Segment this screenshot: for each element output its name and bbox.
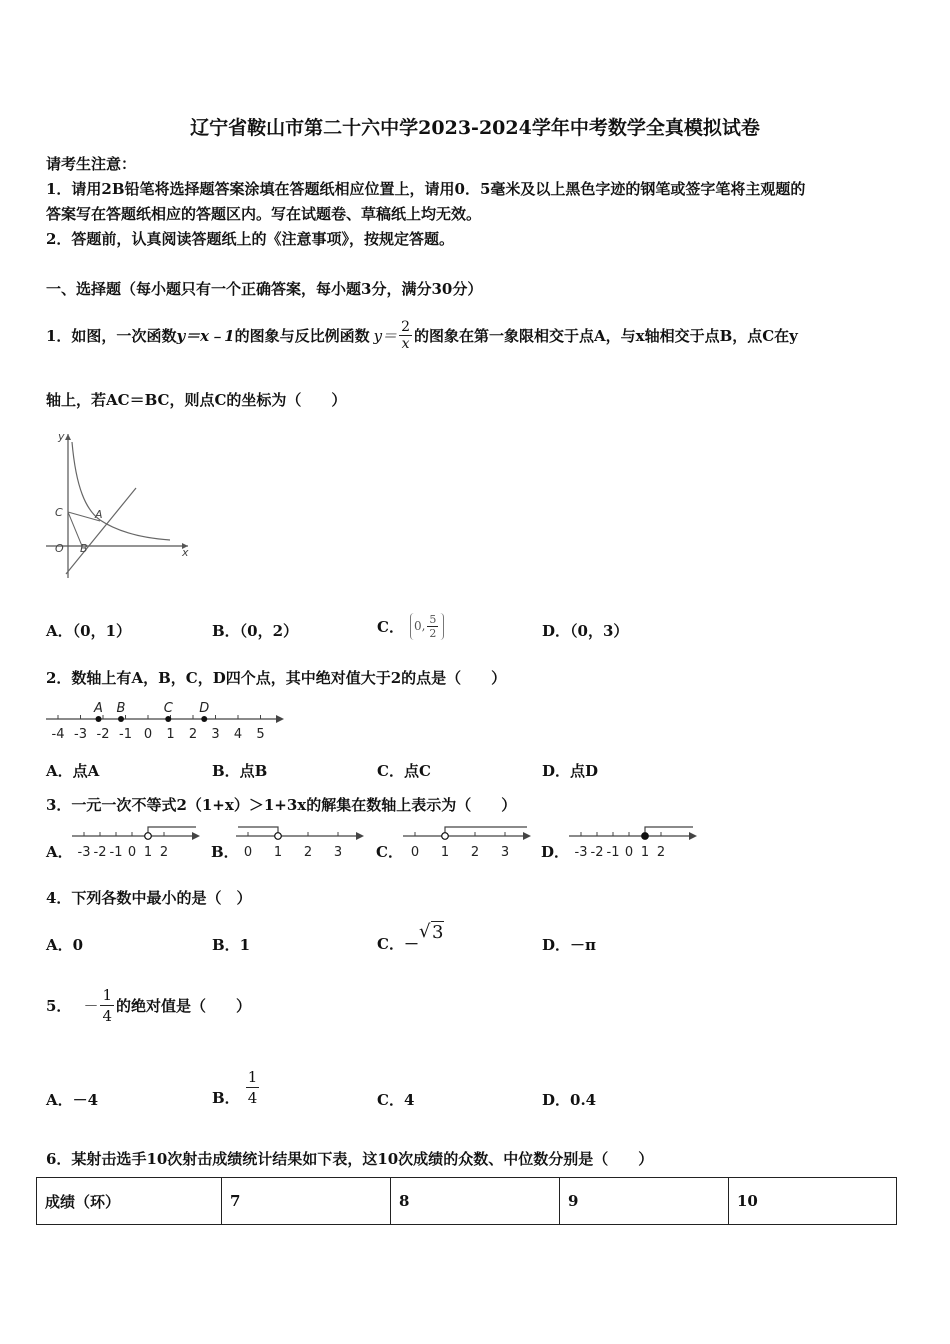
q3-tick-label: 1 bbox=[273, 845, 283, 860]
q1-fraction-denominator: x bbox=[401, 335, 410, 352]
q5-option-b-denominator: 4 bbox=[247, 1088, 258, 1107]
q1-fraction bbox=[399, 319, 412, 352]
q4-option-c[interactable] bbox=[377, 922, 444, 954]
q1-suffix: 的图象在第一象限相交于点A，与x轴相交于点B，点C在y bbox=[413, 326, 798, 345]
q4-sqrt bbox=[418, 921, 444, 944]
q1-option-c-denominator: 2 bbox=[429, 626, 437, 640]
q3-tick-label: -2 bbox=[590, 845, 604, 860]
q3-tick-label: 3 bbox=[333, 845, 343, 860]
y-axis-label: y bbox=[58, 430, 65, 443]
q1-option-c-coordinate bbox=[410, 613, 444, 640]
q3-tick-label: 0 bbox=[243, 845, 253, 860]
q3-solution-ray bbox=[445, 827, 527, 834]
q3-tick-label: -1 bbox=[109, 845, 123, 860]
q2-option-a[interactable]: A．点A bbox=[46, 762, 100, 780]
q3-endpoint bbox=[642, 833, 649, 840]
q2-tick-label: -3 bbox=[74, 727, 87, 742]
q2-tick-label: -2 bbox=[96, 727, 110, 742]
q3-solution-ray bbox=[645, 827, 693, 834]
q2-tick-label: -4 bbox=[51, 727, 65, 742]
q5-numerator: 1 bbox=[102, 985, 112, 1004]
score-table bbox=[36, 1177, 897, 1225]
notice-heading: 请考生注意： bbox=[46, 155, 137, 173]
q2-axis-arrow bbox=[276, 715, 284, 723]
q3-axis-arrow bbox=[689, 832, 697, 840]
q1-option-c-fraction bbox=[427, 613, 438, 640]
question-1-line-1 bbox=[46, 308, 798, 362]
q4-option-b[interactable]: B．1 bbox=[212, 936, 251, 954]
q1-frac-lhs: y＝ bbox=[373, 326, 398, 345]
q5-option-c[interactable]: C．4 bbox=[377, 1091, 415, 1109]
point-b-label: B bbox=[80, 542, 88, 555]
q3-tick-label: 2 bbox=[656, 845, 666, 860]
notice-line-2: 答案写在答题纸相应的答题区内。写在试题卷、草稿纸上均无效。 bbox=[46, 205, 482, 223]
point-a-label: A bbox=[95, 508, 103, 521]
x-axis-label: x bbox=[182, 546, 189, 559]
q5-option-b-label: B． bbox=[212, 1088, 240, 1107]
origin-label: O bbox=[55, 542, 64, 555]
question-3-text: 3．一元一次不等式2（1+x）＞1+3x的解集在数轴上表示为（ ） bbox=[46, 796, 517, 814]
q3-tick-label: 1 bbox=[440, 845, 450, 860]
q3-tick-label: -3 bbox=[77, 845, 91, 860]
q3-tick-label: 2 bbox=[470, 845, 480, 860]
q5-option-b-fraction bbox=[246, 1067, 260, 1108]
q3-tick-label: 0 bbox=[410, 845, 420, 860]
q2-tick-label: 2 bbox=[188, 727, 198, 742]
question-2-text: 2．数轴上有A，B，C，D四个点，其中绝对值大于2的点是（ ） bbox=[46, 669, 507, 687]
q3-tick-label: -1 bbox=[606, 845, 620, 860]
q3-axis-arrow bbox=[192, 832, 200, 840]
q4-radicand: 3 bbox=[431, 922, 444, 943]
q5-option-b[interactable] bbox=[212, 1060, 261, 1114]
radical-icon: √ bbox=[418, 921, 431, 942]
question-4-text: 4．下列各数中最小的是（ ） bbox=[46, 889, 252, 907]
q3-tick-label: 1 bbox=[143, 845, 153, 860]
q3-tick-label: 3 bbox=[500, 845, 510, 860]
q1-fraction-numerator: 2 bbox=[401, 318, 410, 335]
table-row bbox=[37, 1178, 897, 1225]
q4-option-c-label: C．－ bbox=[377, 935, 419, 953]
q3-tick-label: -2 bbox=[93, 845, 107, 860]
q2-point bbox=[201, 716, 207, 722]
q3-option-b-number-line[interactable] bbox=[234, 822, 368, 862]
q2-point-label: D bbox=[199, 701, 210, 716]
q5-sign: － bbox=[83, 996, 99, 1015]
q2-option-d[interactable]: D．点D bbox=[542, 762, 599, 780]
question-6-text: 6．某射击选手10次射击成绩统计结果如下表，这10次成绩的众数、中位数分别是（ ） bbox=[46, 1150, 654, 1168]
q2-option-b[interactable]: B．点B bbox=[212, 762, 268, 780]
q3-endpoint bbox=[275, 833, 282, 840]
q2-tick-label: 1 bbox=[166, 727, 175, 742]
q1-option-c-x: 0, bbox=[413, 619, 426, 633]
q2-point-label: C bbox=[163, 701, 173, 716]
q1-function-graph bbox=[42, 428, 194, 580]
q5-option-b-numerator: 1 bbox=[247, 1067, 258, 1086]
q1-mid: 的图象与反比例函数 bbox=[234, 326, 370, 345]
q3-option-d-number-line[interactable] bbox=[567, 822, 701, 862]
q2-point-label: A bbox=[94, 701, 103, 716]
q1-prefix: 1．如图，一次函数 bbox=[46, 326, 177, 345]
q1-option-a[interactable]: A．（0，1） bbox=[46, 622, 132, 640]
q3-tick-label: 2 bbox=[159, 845, 169, 860]
q3-tick-label: -3 bbox=[574, 845, 588, 860]
q3-endpoint bbox=[442, 833, 449, 840]
q4-option-d[interactable]: D．－π bbox=[542, 936, 596, 954]
q3-tick-label: 2 bbox=[303, 845, 313, 860]
q2-tick-label: -1 bbox=[119, 727, 132, 742]
linear-line bbox=[66, 488, 136, 574]
segment-cb bbox=[68, 512, 82, 546]
y-axis-arrow bbox=[65, 434, 71, 440]
q1-option-c-label: C． bbox=[377, 617, 404, 636]
q3-option-b-label[interactable]: B． bbox=[211, 843, 239, 861]
q5-option-a[interactable]: A．－4 bbox=[46, 1091, 99, 1109]
q2-tick-label: 0 bbox=[143, 727, 153, 742]
q4-option-a[interactable]: A．0 bbox=[46, 936, 84, 954]
q3-tick-label: 0 bbox=[127, 845, 137, 860]
q2-point bbox=[96, 716, 102, 722]
q3-axis-arrow bbox=[356, 832, 364, 840]
q3-solution-ray bbox=[238, 827, 278, 834]
q5-suffix: 的绝对值是（ ） bbox=[116, 996, 252, 1015]
q3-endpoint bbox=[145, 833, 152, 840]
q3-axis-arrow bbox=[523, 832, 531, 840]
q2-option-c[interactable]: C．点C bbox=[377, 762, 431, 780]
q2-tick-label: 4 bbox=[233, 727, 243, 742]
table-cell: 7 bbox=[222, 1178, 391, 1225]
q1-option-c-numerator: 5 bbox=[429, 612, 437, 626]
point-c-label: C bbox=[55, 506, 63, 519]
q3-option-a-number-line[interactable] bbox=[70, 822, 204, 862]
q3-option-a-label[interactable]: A． bbox=[46, 843, 73, 861]
q3-option-c-number-line[interactable] bbox=[401, 822, 535, 862]
q2-point bbox=[118, 716, 124, 722]
q2-tick-label: 5 bbox=[256, 727, 265, 742]
question-1-line-2: 轴上，若AC＝BC，则点C的坐标为（ ） bbox=[46, 391, 347, 409]
q3-tick-label: 1 bbox=[640, 845, 650, 860]
q2-point-label: B bbox=[116, 701, 126, 716]
q3-option-d-label[interactable]: D． bbox=[541, 843, 570, 861]
q2-number-line bbox=[44, 700, 288, 746]
q1-option-c[interactable] bbox=[377, 606, 444, 646]
page-title: 辽宁省鞍山市第二十六中学2023-2024学年中考数学全真模拟试卷 bbox=[190, 117, 760, 139]
table-cell: 8 bbox=[391, 1178, 560, 1225]
q2-point bbox=[165, 716, 171, 722]
q5-denominator: 4 bbox=[102, 1006, 112, 1025]
section-heading: 一、选择题（每小题只有一个正确答案，每小题3分，满分30分） bbox=[46, 280, 483, 298]
q3-tick-label: 0 bbox=[624, 845, 634, 860]
table-cell: 9 bbox=[560, 1178, 729, 1225]
q3-option-c-label[interactable]: C． bbox=[376, 843, 403, 861]
q5-fraction bbox=[100, 985, 114, 1026]
q1-linear-formula: y＝x﹣1 bbox=[176, 326, 235, 345]
notice-line-1: 1．请用2B铅笔将选择题答案涂填在答题纸相应位置上，请用0．5毫米及以上黑色字迹的钢笔或签字笔将主观题的 bbox=[46, 180, 806, 198]
q2-tick-label: 3 bbox=[211, 727, 220, 742]
question-5-text bbox=[46, 980, 251, 1030]
q1-option-d[interactable]: D．（0，3） bbox=[542, 622, 629, 640]
q1-option-b[interactable]: B．（0，2） bbox=[212, 622, 299, 640]
q3-solution-ray bbox=[148, 827, 196, 834]
q5-number: 5． bbox=[46, 996, 72, 1015]
hyperbola-curve bbox=[72, 442, 170, 540]
q5-option-d[interactable]: D．0.4 bbox=[542, 1091, 597, 1109]
notice-line-3: 2．答题前，认真阅读答题纸上的《注意事项》，按规定答题。 bbox=[46, 230, 454, 248]
table-cell: 10 bbox=[729, 1178, 897, 1225]
table-cell-header: 成绩（环） bbox=[37, 1178, 222, 1225]
